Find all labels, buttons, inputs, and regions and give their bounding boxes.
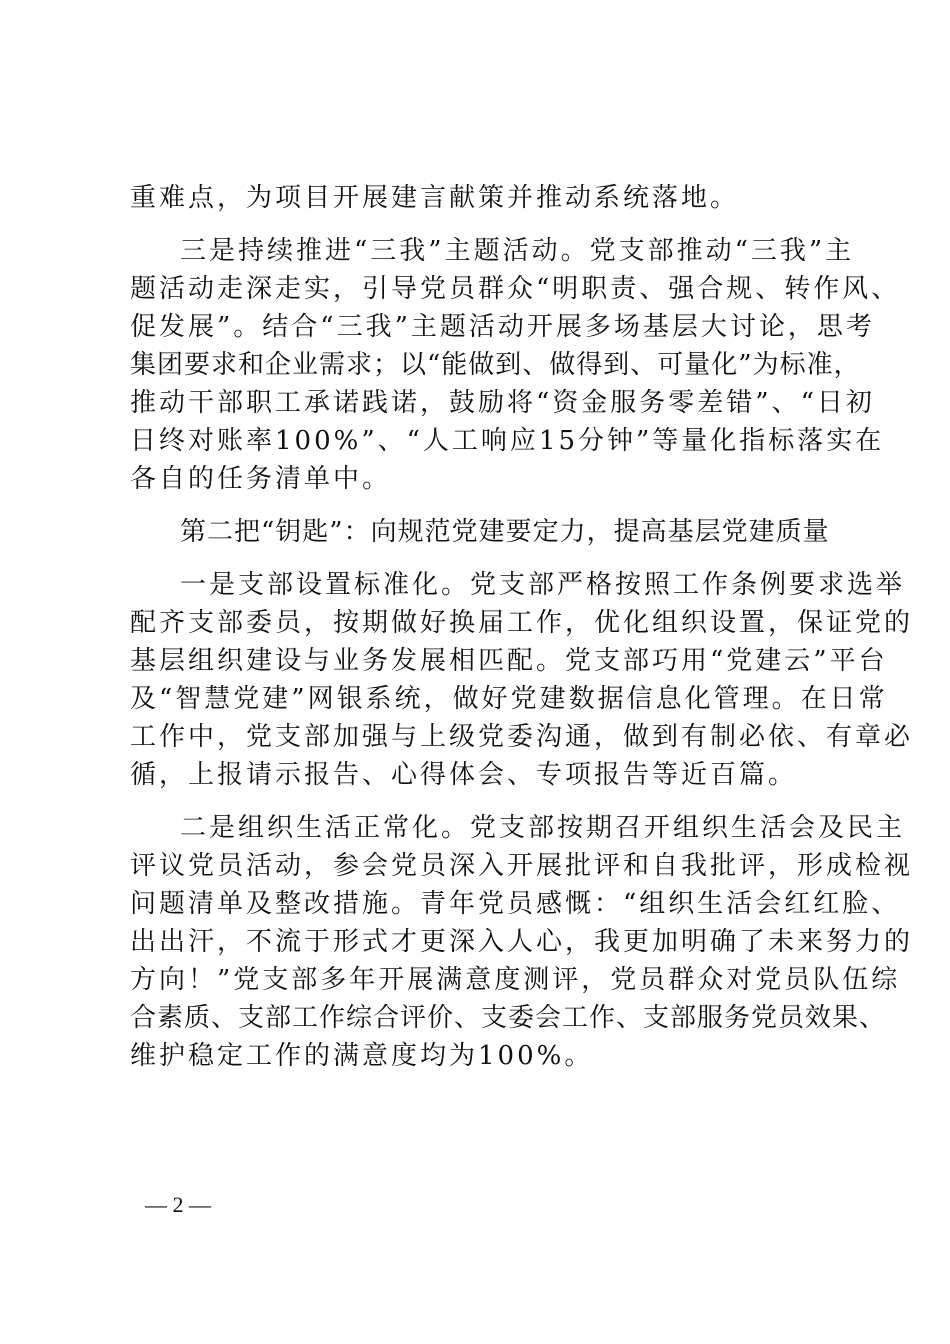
paragraph-line: 题活动走深走实，引导党员群众“明职责、强合规、转作风、 <box>130 274 901 304</box>
paragraph-line: 评议党员活动，参会党员深入开展批评和自我批评，形成检视 <box>130 851 914 881</box>
paragraph-line: 循，上报请示报告、心得体会、专项报告等近百篇。 <box>130 760 798 790</box>
paragraph-line: 及“智慧党建”网银系统，做好党建数据信息化管理。在日常 <box>130 684 888 714</box>
paragraph-line: 一是支部设置标准化。党支部严格按照工作条例要求选举 <box>180 570 906 600</box>
paragraph-line: 问题清单及整改措施。青年党员感慨：“组织生活会红红脸、 <box>130 889 901 919</box>
paragraph-line: 日终对账率100%”、“人工响应15分钟”等量化指标落实在 <box>130 426 885 456</box>
paragraph-line: 方向！”党支部多年开展满意度测评，党员群众对党员队伍综 <box>130 965 901 995</box>
paragraph-line: 促发展”。结合“三我”主题活动开展多场基层大讨论，思考 <box>130 312 875 342</box>
paragraph-line: 重难点，为项目开展建言献策并推动系统落地。 <box>130 183 740 213</box>
paragraph-line: 集团要求和企业需求；以“能做到、做得到、可量化”为标准， <box>130 350 861 380</box>
paragraph-line: 维护稳定工作的满意度均为100%。 <box>130 1041 594 1071</box>
paragraph-line: 推动干部职工承诺践诺，鼓励将“资金服务零差错”、“日初 <box>130 388 875 418</box>
paragraph-line: 出出汗，不流于形式才更深入人心，我更加明确了未来努力的 <box>130 927 914 957</box>
paragraph-line: 基层组织建设与业务发展相匹配。党支部巧用“党建云”平台 <box>130 646 888 676</box>
paragraph-line: 配齐支部委员，按期做好换届工作，优化组织设置，保证党的 <box>130 608 914 638</box>
paragraph-line: 各自的任务清单中。 <box>130 464 392 494</box>
paragraph-line: 二是组织生活正常化。党支部按期召开组织生活会及民主 <box>180 813 906 843</box>
paragraph-line: 合素质、支部工作综合评价、支委会工作、支部服务党员效果、 <box>130 1003 887 1033</box>
paragraph-line: 工作中，党支部加强与上级党委沟通，做到有制必依、有章必 <box>130 722 914 752</box>
section-heading: 第二把“钥匙”：向规范党建要定力，提高基层党建质量 <box>180 517 830 547</box>
paragraph-line: 三是持续推进“三我”主题活动。党支部推动“三我”主 <box>180 236 855 266</box>
page-number: — 2 — <box>145 1192 211 1217</box>
